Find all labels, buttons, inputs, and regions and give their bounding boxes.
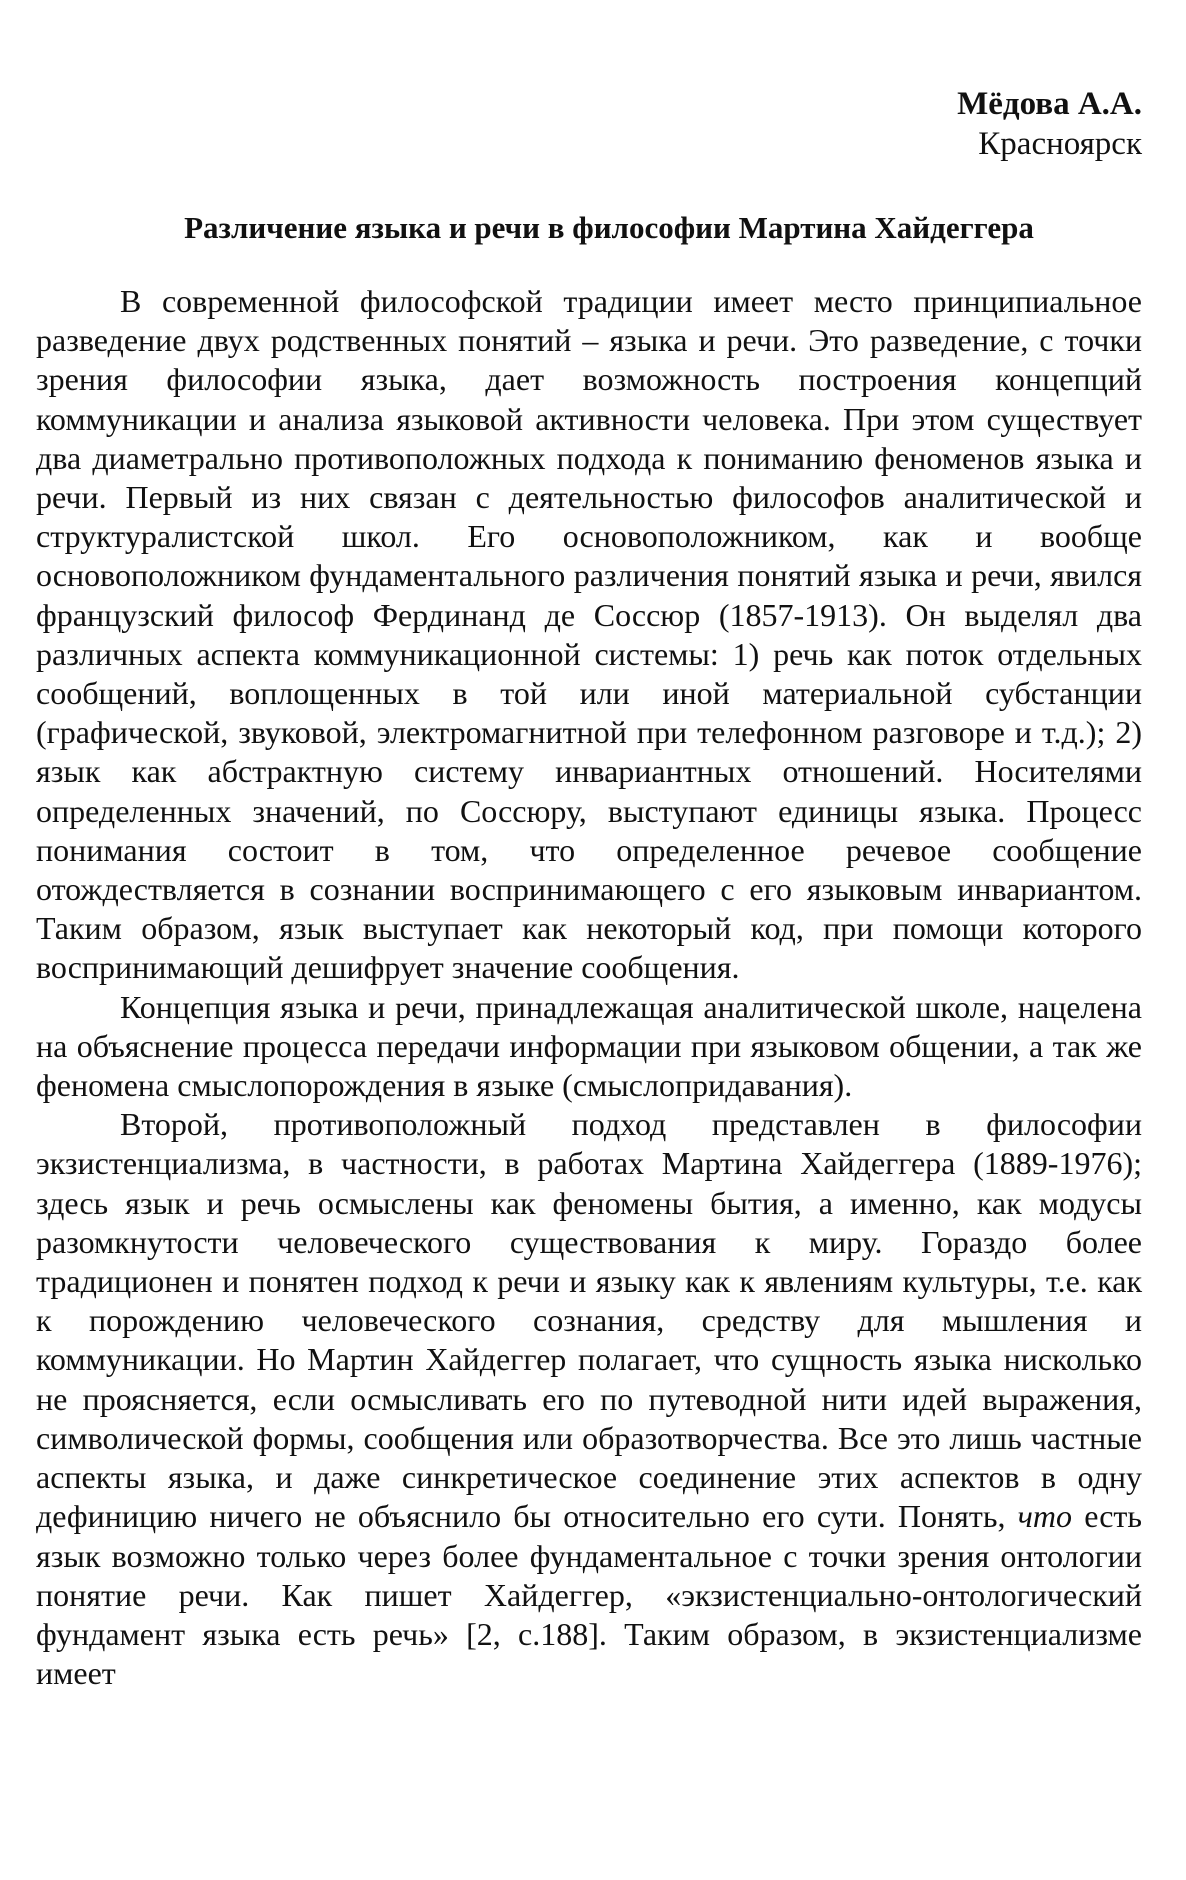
author-block (36, 84, 1142, 164)
paragraph-2: Концепция языка и речи, принадлежащая аналитической школе, нацелена на объяснение процесса передачи информации при языковом общении, а так же феномена смыслопорождения в языке (смыслопридавания). (36, 988, 1142, 1104)
paragraph-1: В современной философской традиции имеет место принципиальное разведение двух родственных понятий – языка и речи. Это разведение, с точки зрения философии языка, дает возможность построения концепций коммуникации и анализа языковой активности человека. При этом существует два диаметрально противоположных подхода к пониманию феноменов языка и речи. Первый из них связан с деятельностью философов аналитической и структуралистской школ. Его основоположником, как и вообще основоположником фундаментального различения понятий языка и речи, явился французский философ Фердинанд де Соссюр (1857-1913). Он выделял два различных аспекта коммуникационной системы: 1) речь как поток отдельных сообщений, воплощенных в той или иной материальной субстанции (графической, звуковой, электромагнитной при телефонном разговоре и т.д.); 2) язык как абстрактную систему инвариантных отношений. Носителями определенных значений, по Соссюру, выступают единицы языка. Процесс понимания состоит в том, что определенное речевое сообщение отождествляется в сознании воспринимающего с его языковым инвариантом. Таким образом, язык выступает как некоторый код, при помощи которого воспринимающий дешифрует значение сообщения. (36, 283, 1142, 986)
body-text (36, 282, 1142, 1693)
paragraph-3-part-1: Второй, противоположный подход представлен в философии экзистенциализма, в частности, в работах Мартина Хайдеггера (1889-1976); здесь язык и речь осмыслены как феномены бытия, а именно, как модусы разомкнутости человеческого существования к миру. Гораздо более традиционен и понятен подход к речи и языку как к явлениям культуры, т.е. как к порождению человеческого сознания, средству для мышления и коммуникации. Но Мартин Хайдеггер полагает, что сущность языка нисколько не проясняется, если осмысливать его по путеводной нити идей выражения, символической формы, сообщения или образотворчества. Все это лишь частные аспекты языка, и даже синкретическое соединение этих аспектов в одну дефиницию ничего не объяснило бы относительно его сути. Понять, (36, 1106, 1142, 1535)
emphasis-word: что (1017, 1498, 1073, 1535)
paragraph-3 (36, 1105, 1142, 1693)
author-name: Мёдова А.А. (957, 86, 1142, 122)
article-title: Различение языка и речи в философии Мартина Хайдеггера (184, 210, 1034, 245)
author-city: Красноярск (978, 126, 1142, 162)
paragraph-3-part-2: есть язык возможно только через более фундаментальное с точки зрения онтологии понятие речи. Как пишет Хайдеггер, «экзистенциально-онтологический фундамент языка есть речь» [2, с.188]. Таким образом, в экзистенциализме имеет (36, 1498, 1143, 1692)
